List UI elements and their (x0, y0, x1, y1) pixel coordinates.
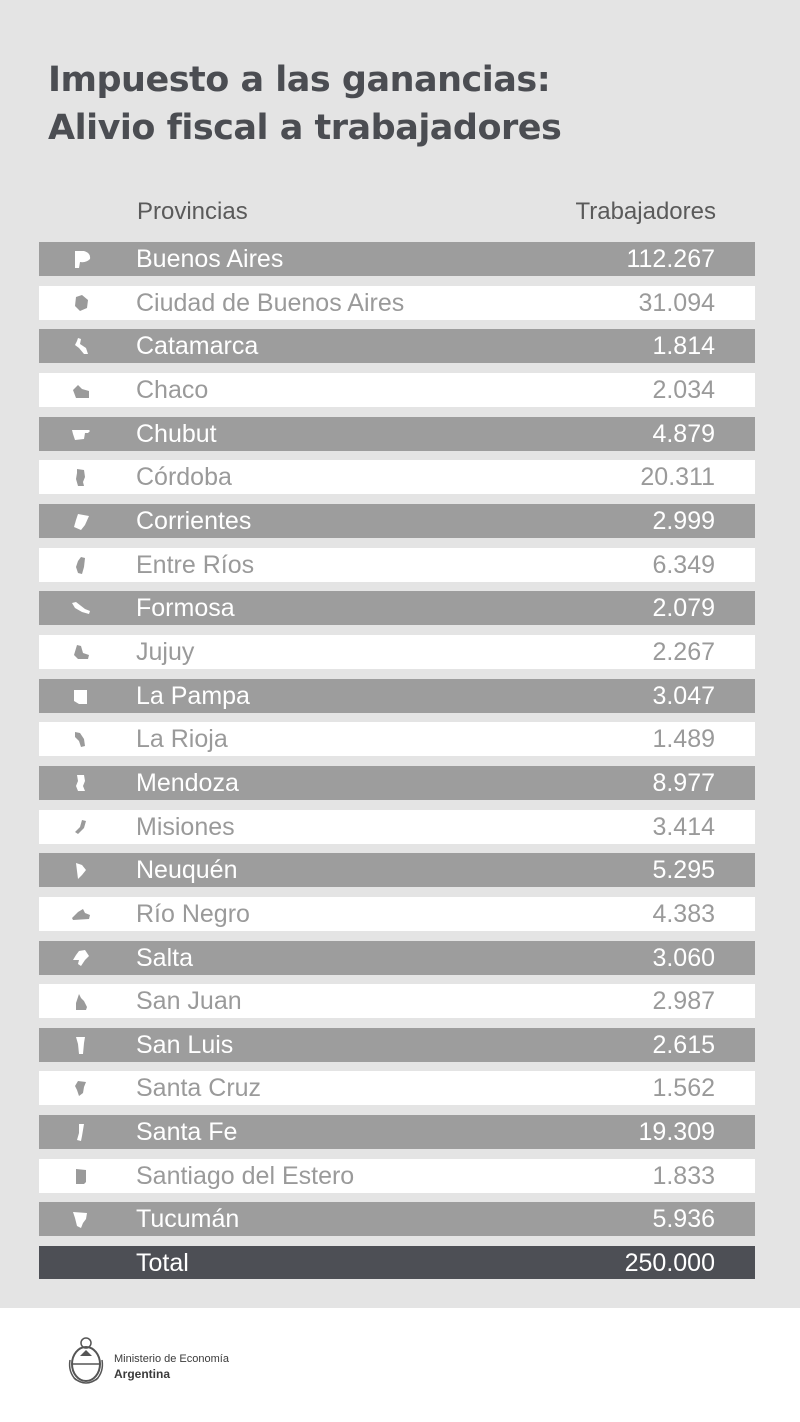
worker-count: 20.311 (640, 463, 715, 492)
ministry-label (114, 1352, 229, 1382)
table-row (39, 591, 755, 625)
table-row (39, 897, 755, 931)
table-row (39, 417, 755, 451)
worker-count: 2.615 (652, 1030, 715, 1059)
table-row (39, 722, 755, 756)
province-name: Jujuy (136, 637, 195, 666)
province-tucuman-icon (69, 1209, 93, 1229)
province-entre-rios-icon (69, 555, 93, 575)
province-name: San Luis (136, 1030, 234, 1059)
table-row (39, 373, 755, 407)
province-name: Río Negro (136, 899, 250, 928)
province-formosa-icon (69, 598, 93, 618)
province-salta-icon (69, 948, 93, 968)
table-row (39, 286, 755, 320)
province-cordoba-icon (69, 467, 93, 487)
table-row (39, 329, 755, 363)
province-name: La Pampa (136, 681, 250, 710)
province-name: San Juan (136, 987, 242, 1016)
table-row (39, 853, 755, 887)
province-name: Corrientes (136, 506, 252, 535)
worker-count: 112.267 (626, 245, 715, 273)
table-row (39, 766, 755, 800)
province-name: Neuquén (136, 856, 238, 885)
province-chaco-icon (69, 380, 93, 400)
table-row (39, 504, 755, 538)
province-chubut-icon (69, 424, 93, 444)
province-san-luis-icon (69, 1035, 93, 1055)
province-jujuy-icon (69, 642, 93, 662)
table-row (39, 679, 755, 713)
ministry-name: Ministerio de Economía (114, 1353, 229, 1365)
province-name: Buenos Aires (136, 245, 284, 273)
table-row (39, 460, 755, 494)
province-corrientes-icon (69, 511, 93, 531)
table-row (39, 1202, 755, 1236)
province-name: Formosa (136, 594, 235, 623)
table-row (39, 941, 755, 975)
province-caba-icon (69, 293, 93, 313)
province-name: Catamarca (136, 332, 259, 361)
page-title (48, 56, 561, 152)
province-santa-cruz-icon (69, 1078, 93, 1098)
worker-count: 3.047 (652, 681, 715, 710)
worker-count: 1.833 (652, 1161, 715, 1190)
province-name: Santa Fe (136, 1118, 238, 1147)
province-name: Salta (136, 943, 193, 972)
table-row (39, 1159, 755, 1193)
title-line-2: Alivio fiscal a trabajadores (48, 108, 562, 148)
table-row (39, 984, 755, 1018)
province-table (39, 242, 755, 1289)
province-la-pampa-icon (69, 686, 93, 706)
province-name: Chaco (136, 375, 209, 404)
column-header-provinces: Provincias (137, 198, 248, 225)
province-catamarca-icon (69, 336, 93, 356)
worker-count: 2.079 (652, 594, 715, 623)
worker-count: 6.349 (652, 550, 715, 579)
table-row (39, 1115, 755, 1149)
province-name: Entre Ríos (136, 550, 255, 579)
province-santa-fe-icon (69, 1122, 93, 1142)
worker-count: 8.977 (652, 768, 715, 797)
province-name: Chubut (136, 419, 217, 448)
province-name: Mendoza (136, 768, 239, 797)
province-la-rioja-icon (69, 729, 93, 749)
province-name: Tucumán (136, 1205, 240, 1234)
worker-count: 2.267 (652, 637, 715, 666)
table-row (39, 548, 755, 582)
worker-count: 2.034 (652, 375, 715, 404)
total-row (39, 1246, 755, 1279)
worker-count: 3.060 (652, 943, 715, 972)
total-value: 250.000 (624, 1248, 715, 1277)
province-name: Córdoba (136, 463, 232, 492)
province-santiago-del-estero-icon (69, 1166, 93, 1186)
province-name: Santa Cruz (136, 1074, 262, 1103)
coat-of-arms-icon (66, 1334, 106, 1390)
column-header-workers: Trabajadores (575, 198, 716, 225)
worker-count: 2.999 (652, 506, 715, 535)
worker-count: 5.295 (652, 856, 715, 885)
province-neuquen-icon (69, 860, 93, 880)
table-row (39, 635, 755, 669)
worker-count: 4.383 (652, 899, 715, 928)
worker-count: 31.094 (638, 288, 715, 317)
province-buenos-aires-icon (69, 249, 93, 269)
province-rio-negro-icon (69, 904, 93, 924)
province-name: Santiago del Estero (136, 1161, 355, 1190)
worker-count: 1.562 (652, 1074, 715, 1103)
province-name: La Rioja (136, 725, 228, 754)
province-name: Misiones (136, 812, 235, 841)
worker-count: 5.936 (652, 1205, 715, 1234)
title-line-1: Impuesto a las ganancias: (48, 60, 551, 100)
country-name: Argentina (114, 1367, 171, 1381)
table-row (39, 1071, 755, 1105)
table-row (39, 810, 755, 844)
total-label: Total (136, 1248, 189, 1277)
worker-count: 1.814 (652, 332, 715, 361)
worker-count: 1.489 (652, 725, 715, 754)
province-misiones-icon (69, 817, 93, 837)
worker-count: 4.879 (652, 419, 715, 448)
worker-count: 2.987 (652, 987, 715, 1016)
worker-count: 19.309 (638, 1118, 715, 1147)
table-row (39, 242, 755, 276)
worker-count: 3.414 (652, 812, 715, 841)
province-name: Ciudad de Buenos Aires (136, 288, 405, 317)
table-row (39, 1028, 755, 1062)
province-san-juan-icon (69, 991, 93, 1011)
province-mendoza-icon (69, 773, 93, 793)
